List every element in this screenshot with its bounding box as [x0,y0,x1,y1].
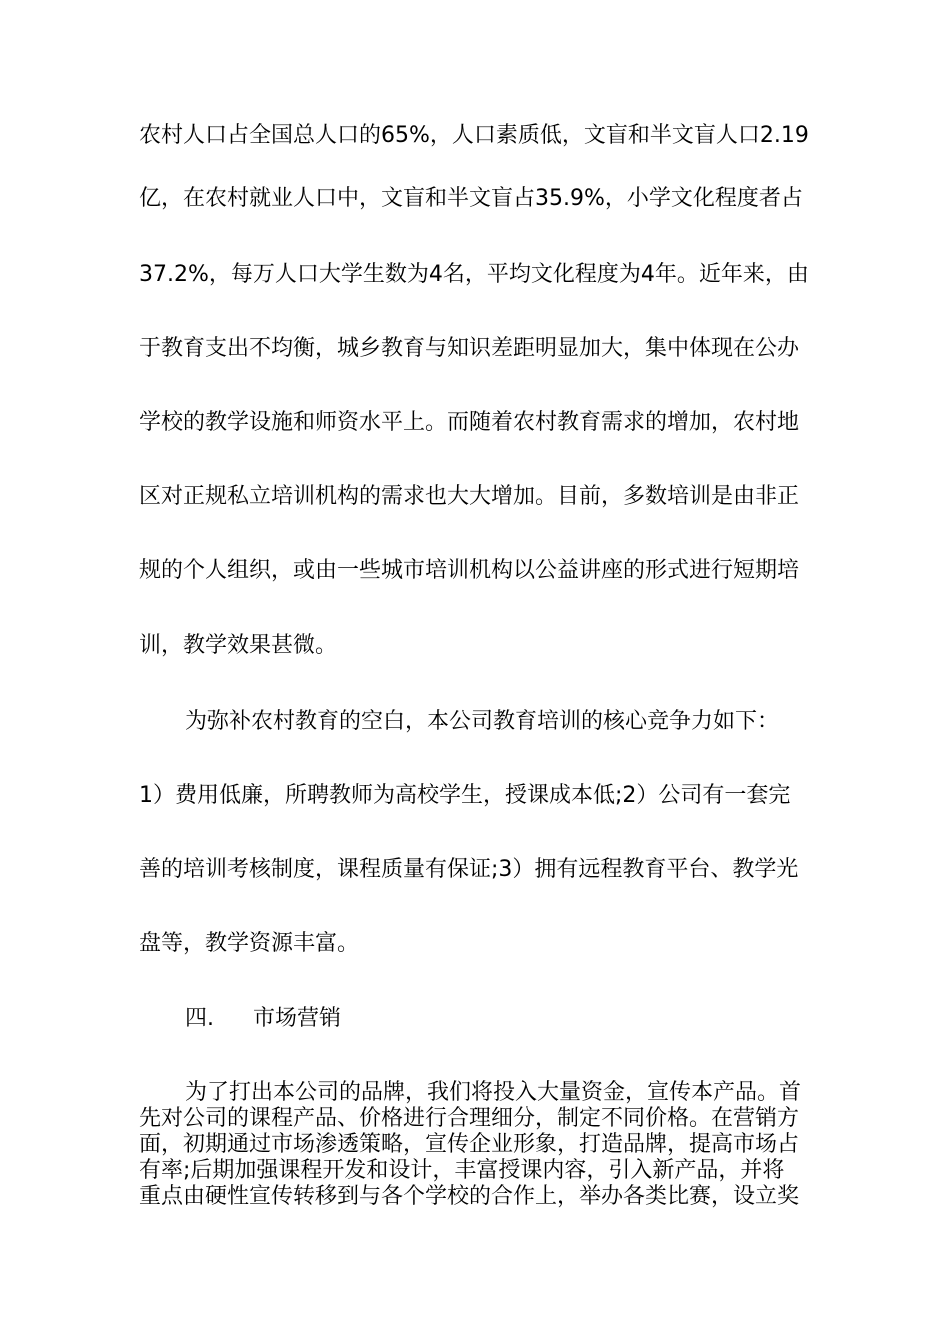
text-line: 区对正规私立培训机构的需求也大大增加。目前，多数培训是由非正 [139,484,800,509]
text-line: 训，教学效果甚微。 [139,633,338,658]
text-line: 重点由硬性宣传转移到与各个学校的合作上，举办各类比赛，设立奖 [139,1184,800,1209]
text-line: 1）费用低廉，所聘教师为高校学生，授课成本低;2）公司有一套完 [139,783,791,808]
section-number: 四. [185,1006,214,1031]
section-heading [185,1006,875,1032]
text-line: 面，初期通过市场渗透策略，宣传企业形象，打造品牌，提高市场占 [139,1132,800,1157]
text-line: 为弥补农村教育的空白，本公司教育培训的核心竞争力如下： [185,709,780,734]
text-line: 先对公司的课程产品、价格进行合理细分，制定不同价格。在营销方 [139,1106,800,1131]
text-line: 规的个人组织，或由一些城市培训机构以公益讲座的形式进行短期培 [139,558,800,583]
text-line: 盘等，教学资源丰富。 [139,931,360,956]
text-line: 学校的教学设施和师资水平上。而随着农村教育需求的增加，农村地 [139,410,800,435]
text-line: 农村人口占全国总人口的65%，人口素质低，文盲和半文盲人口2.19 [139,123,809,148]
text-line: 37.2%，每万人口大学生数为4名，平均文化程度为4年。近年来，由 [139,262,809,287]
text-line: 有率;后期加强课程开发和设计，丰富授课内容，引入新产品，并将 [139,1158,785,1183]
section-title: 市场营销 [253,1006,342,1031]
text-line: 亿，在农村就业人口中，文盲和半文盲占35.9%，小学文化程度者占 [139,186,803,211]
text-line: 善的培训考核制度，课程质量有保证;3）拥有远程教育平台、教学光 [139,857,799,882]
text-line: 于教育支出不均衡，城乡教育与知识差距明显加大，集中体现在公办 [139,336,800,361]
text-line: 为了打出本公司的品牌，我们将投入大量资金，宣传本产品。首 [185,1080,802,1105]
